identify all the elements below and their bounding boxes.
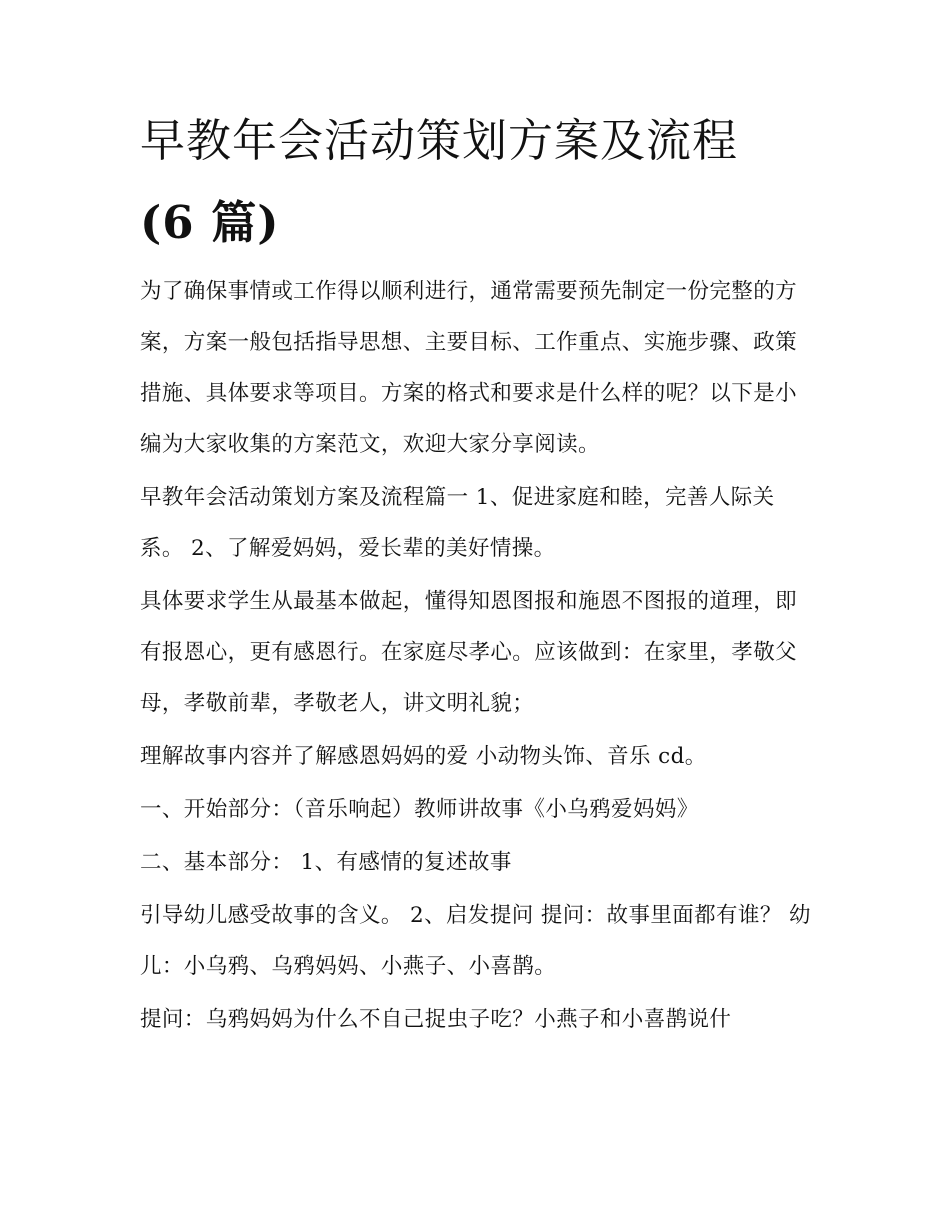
title-line-1: 早教年会活动策划方案及流程: [140, 114, 739, 167]
paragraph-question-2: 提问：乌鸦妈妈为什么不自己捉虫子吃？小燕子和小喜鹊说什: [140, 1007, 732, 1032]
paragraph-question-1: 引导幼儿感受故事的含义。 2、启发提问 提问：故事里面都有谁？ 幼儿：小乌鸦、乌鸦妈妈、小燕子、小喜鹊。: [140, 903, 811, 979]
paragraph-basic-part: 二、基本部分： 1、有感情的复述故事: [140, 850, 512, 875]
paragraph-goals: 早教年会活动策划方案及流程篇一 1、促进家庭和睦，完善人际关系。 2、了解爱妈妈，爱长辈的美好情操。: [140, 485, 775, 561]
paragraph-requirements: 具体要求学生从最基本做起，懂得知恩图报和施恩不图报的道理，即有报恩心，更有感恩行。在家庭尽孝心。应该做到：在家里，孝敬父母，孝敬前辈，孝敬老人，讲文明礼貌；: [140, 589, 798, 716]
document-page: [140, 100, 816, 1047]
paragraph-intro: 为了确保事情或工作得以顺利进行，通常需要预先制定一份完整的方案，方案一般包括指导思想、主要目标、工作重点、实施步骤、政策措施、具体要求等项目。方案的格式和要求是什么样的呢？以下是小编为大家收集的方案范文，欢迎大家分享阅读。: [140, 279, 798, 457]
paragraph-opening: 一、开始部分：（音乐响起）教师讲故事《小乌鸦爱妈妈》: [140, 797, 699, 822]
title-line-2: (6 篇): [140, 196, 280, 249]
document-title: [140, 100, 816, 264]
paragraph-materials: 理解故事内容并了解感恩妈妈的爱 小动物头饰、音乐 cd。: [140, 744, 707, 769]
